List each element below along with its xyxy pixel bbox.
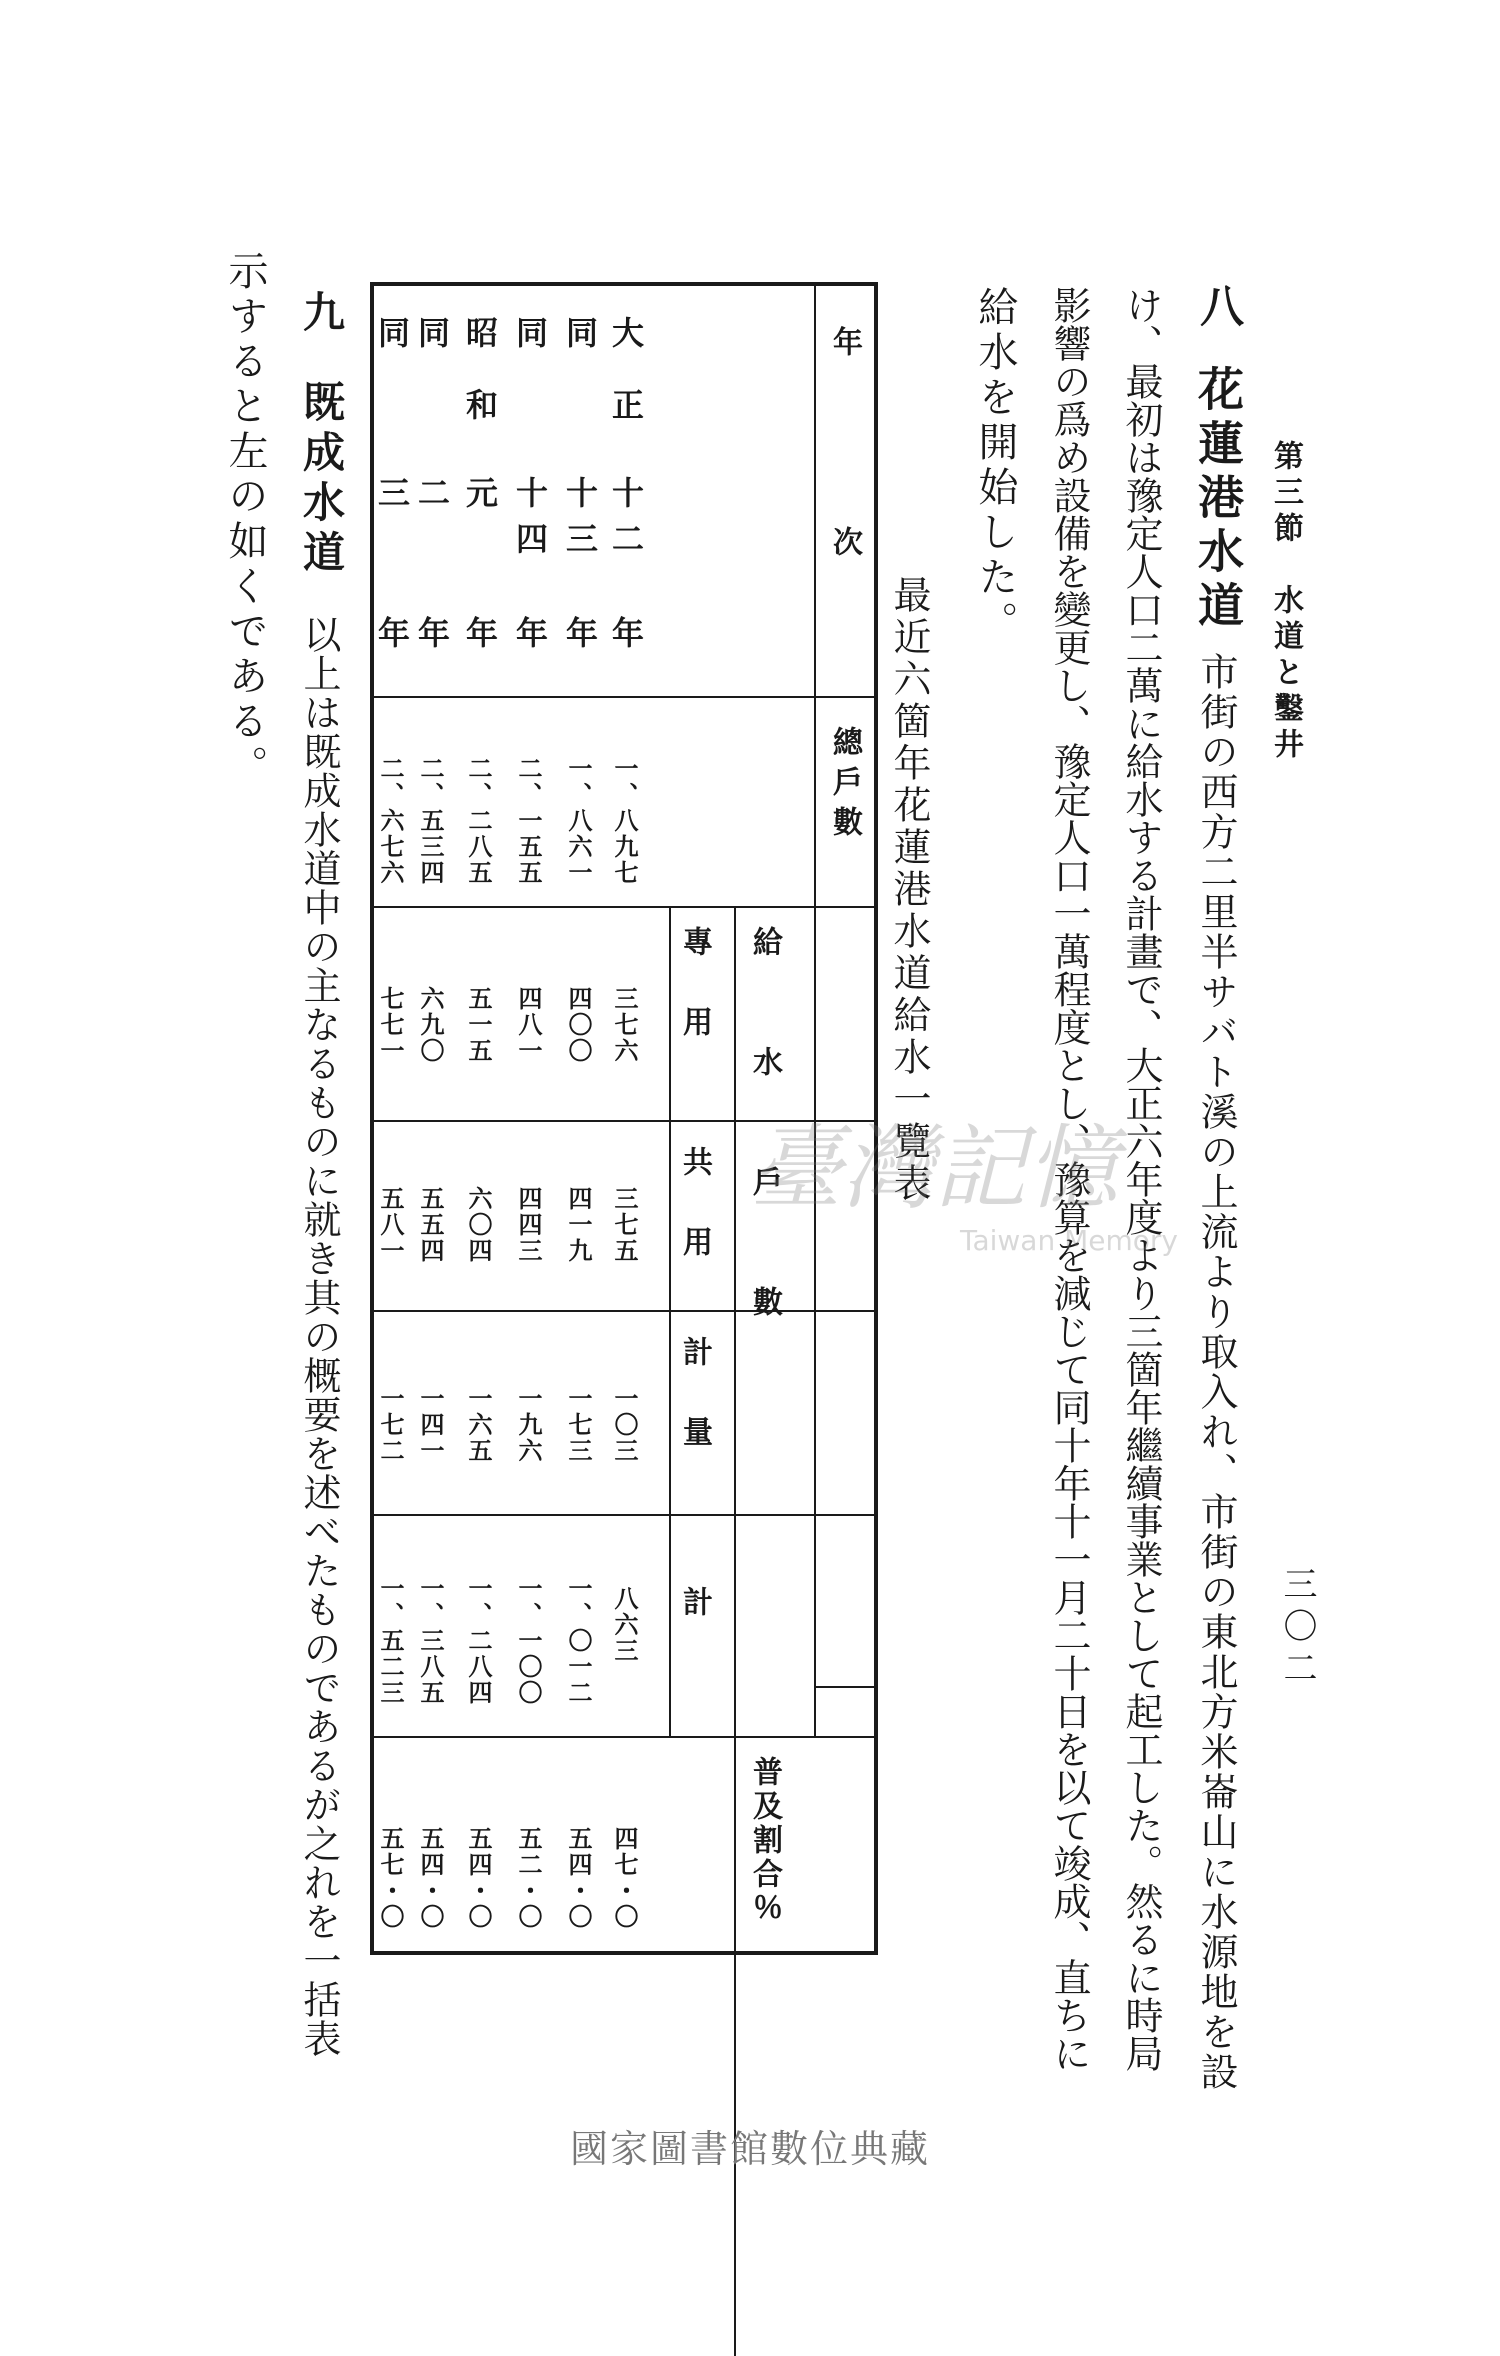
table-cell-metered: 一〇三	[610, 1386, 639, 1464]
table-cell-metered: 一六五	[464, 1386, 493, 1464]
table-row-year-era: 同	[373, 316, 411, 348]
table-cell-metered: 一七三	[564, 1386, 593, 1464]
table-cell-sum: 一、三八五	[416, 1576, 445, 1706]
table-cell-metered: 一七二	[376, 1386, 405, 1464]
section8-title: 花蓮港水道	[1191, 365, 1245, 635]
table-row-year-suffix: 年	[413, 616, 451, 648]
header-supply-group: 給 水 戶 數	[747, 926, 782, 1326]
table-cell-private: 三七六	[610, 986, 639, 1064]
table-row-year-num: 元	[461, 476, 499, 508]
table-row-year-num: 十二	[607, 476, 645, 568]
table-cell-common: 五五四	[416, 1186, 445, 1264]
table-cell-metered: 一九六	[514, 1386, 543, 1464]
header-private: 專 用	[677, 926, 712, 1046]
table-cell-common: 五八一	[376, 1186, 405, 1264]
table-cell-sum: 一、〇一二	[564, 1576, 593, 1706]
table-cell-ratio: 五二・〇	[514, 1826, 543, 1930]
table-cell-sum: 一、二八四	[464, 1576, 493, 1706]
table-row-year-num: 十四	[511, 476, 549, 568]
section8-number: 八	[1192, 283, 1243, 335]
table-cell-common: 三七五	[610, 1186, 639, 1264]
watermark-logo	[740, 1100, 1200, 1260]
page-number: 三〇二	[1277, 1566, 1317, 1692]
section9-number: 九	[297, 290, 346, 340]
table-cell-common: 四一九	[564, 1186, 593, 1264]
table-cell-sum: 一、五二三	[376, 1576, 405, 1706]
table-row-year-era: 大正	[607, 316, 645, 460]
table-cell-common: 四四三	[514, 1186, 543, 1264]
header-year: 年 次	[827, 326, 862, 566]
watermark-sub-text: Taiwan Memory	[960, 1224, 1178, 1257]
table-row-year-suffix: 年	[461, 616, 499, 648]
table-row-year-suffix: 年	[561, 616, 599, 648]
table-cell-private: 四〇〇	[564, 986, 593, 1064]
header-ratio: 普及割合％	[747, 1756, 782, 1926]
table-row-year-num: 十三	[561, 476, 599, 568]
table-row-year-era: 同	[561, 316, 599, 348]
header-common: 共 用	[677, 1146, 712, 1266]
table-row-year-num: 二	[413, 476, 451, 508]
table-cell-total: 一、八九七	[610, 756, 639, 886]
section8-line-2: け、最初は豫定人口二萬に給水する計畫で、大正六年度より三箇年繼續事業として起工した。然るに時局	[1119, 286, 1163, 2072]
table-caption: 最近六箇年花蓮港水道給水一覽表	[887, 575, 931, 1205]
table-row-year-era: 同	[511, 316, 549, 348]
footer-archive-label: 國家圖書館數位典藏	[569, 2127, 930, 2171]
table-cell-sum: 一、一〇〇	[514, 1576, 543, 1706]
header-sum: 計	[677, 1586, 712, 1626]
table-cell-total: 二、五三四	[416, 756, 445, 886]
table-row-year-suffix: 年	[607, 616, 645, 648]
table-cell-private: 四八一	[514, 986, 543, 1064]
table-cell-ratio: 四七・〇	[610, 1826, 639, 1930]
table-cell-total: 一、八六一	[564, 756, 593, 886]
section9-line-1: 以上は既成水道中の主なるものに就き其の概要を述べたものであるが之れを一括表	[297, 615, 341, 2058]
table-row-year-num: 三	[373, 476, 411, 508]
section8-line-1: 市街の西方二里半サバト溪の上流より取入れ、市街の東北方米崙山に水源地を設	[1194, 652, 1238, 2092]
table-cell-metered: 一四一	[416, 1386, 445, 1464]
table-cell-private: 五一五	[464, 986, 493, 1064]
table-cell-sum: 八六三	[610, 1586, 639, 1664]
table-cell-total: 二、一五五	[514, 756, 543, 886]
table-row-year-era: 昭和	[461, 316, 499, 460]
watermark-main-text: 臺灣記憶	[750, 1115, 1119, 1222]
header-metered: 計 量	[677, 1336, 712, 1456]
table-row-year-suffix: 年	[511, 616, 549, 648]
table-cell-ratio: 五四・〇	[564, 1826, 593, 1930]
section8-line-3: 影響の爲め設備を變更し、豫定人口一萬程度とし、豫算を減じて同十年十一月二十日を以て竣成、直ちに	[1047, 286, 1091, 2072]
table-cell-ratio: 五四・〇	[464, 1826, 493, 1930]
table-cell-ratio: 五四・〇	[416, 1826, 445, 1930]
running-header: 第三節 水道と鑿井	[1268, 440, 1303, 764]
table-row-year-suffix: 年	[373, 616, 411, 648]
table-cell-total: 二、六七六	[376, 756, 405, 886]
table-cell-private: 七七一	[376, 986, 405, 1064]
table-cell-private: 六九〇	[416, 986, 445, 1064]
header-total: 總戶數	[827, 726, 862, 846]
section9-title: 既成水道	[297, 380, 346, 580]
table-cell-total: 二、二八五	[464, 756, 493, 886]
table-cell-ratio: 五七・〇	[376, 1826, 405, 1930]
table-cell-common: 六〇四	[464, 1186, 493, 1264]
section8-line-4: 給水を開始した。	[972, 286, 1018, 646]
section9-line-2: 示すると左の如くである。	[222, 250, 268, 790]
table-row-year-era: 同	[413, 316, 451, 348]
